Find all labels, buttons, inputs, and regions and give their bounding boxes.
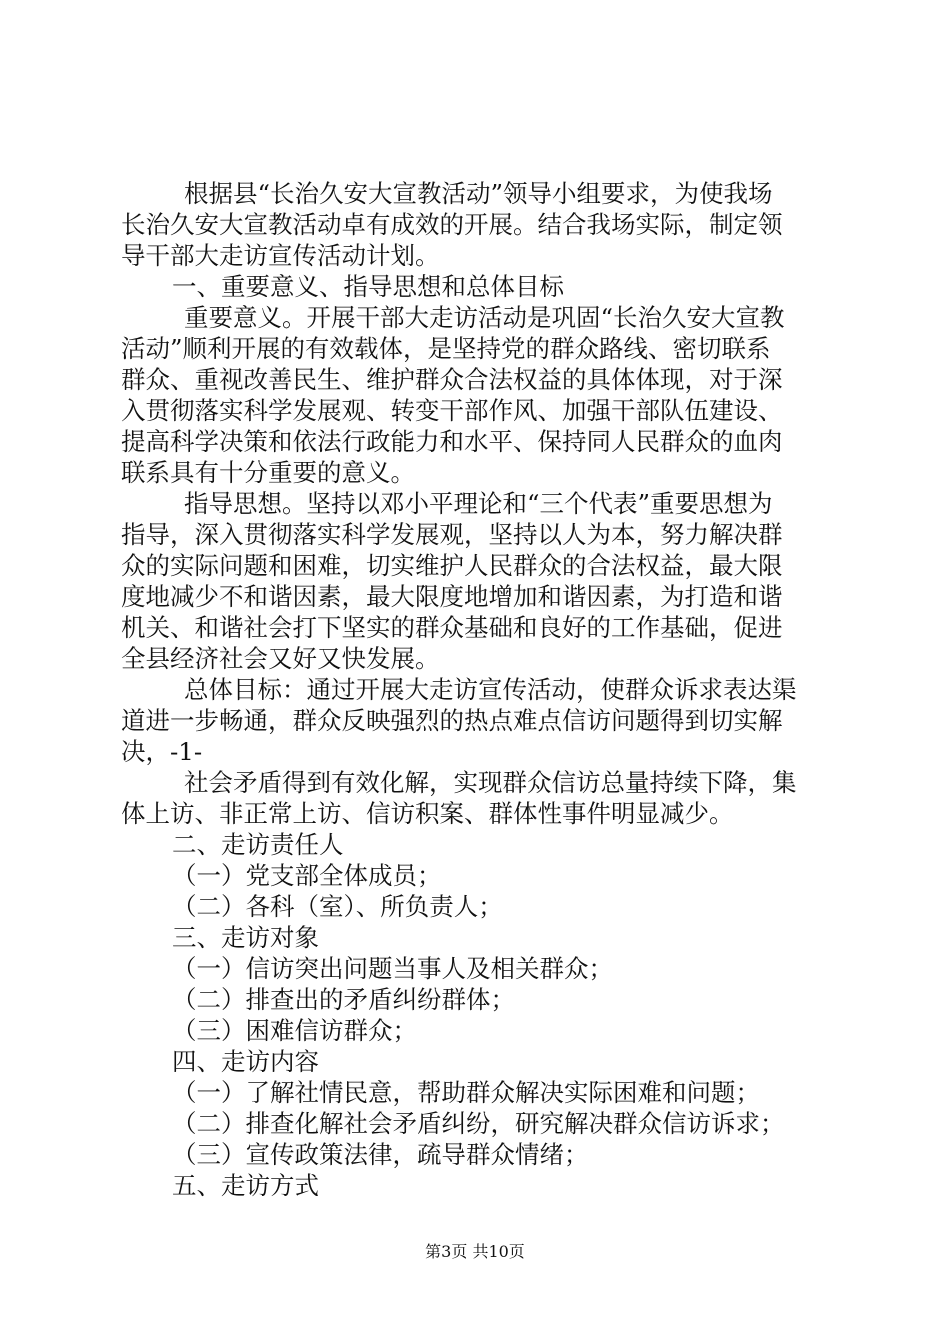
text-line: 体上访、非正常上访、信访积案、群体性事件明显减少。 bbox=[121, 799, 734, 828]
list-item: （二）排查出的矛盾纠纷群体； bbox=[172, 985, 515, 1014]
section-heading: 三、走访对象 bbox=[172, 923, 319, 952]
section-heading: 四、走访内容 bbox=[172, 1047, 319, 1076]
text-line: 重要意义。开展干部大走访活动是巩固“长治久安大宣教 bbox=[184, 303, 785, 332]
list-item: （二）排查化解社会矛盾纠纷，研究解决群众信访诉求； bbox=[172, 1109, 785, 1138]
text-line: 决，-1- bbox=[121, 737, 203, 766]
text-line: 指导，深入贯彻落实科学发展观，坚持以人为本，努力解决群 bbox=[121, 520, 783, 549]
text-line: 总体目标：通过开展大走访宣传活动，使群众诉求表达渠 bbox=[184, 675, 797, 704]
text-line: 指导思想。坚持以邓小平理论和“三个代表”重要思想为 bbox=[184, 489, 773, 518]
text-line: 社会矛盾得到有效化解，实现群众信访总量持续下降，集 bbox=[184, 768, 797, 797]
text-line: 度地减少不和谐因素，最大限度地增加和谐因素，为打造和谐 bbox=[121, 582, 783, 611]
text-line: 提高科学决策和依法行政能力和水平、保持同人民群众的血肉 bbox=[121, 427, 783, 456]
text-line: 长治久安大宣教活动卓有成效的开展。结合我场实际，制定领 bbox=[121, 210, 783, 239]
list-item: （三）困难信访群众； bbox=[172, 1016, 417, 1045]
section-heading: 二、走访责任人 bbox=[172, 830, 344, 859]
section-heading: 一、重要意义、指导思想和总体目标 bbox=[172, 272, 564, 301]
list-item: （二）各科（室）、所负责人； bbox=[172, 892, 503, 921]
text-line: 导干部大走访宣传活动计划。 bbox=[121, 241, 440, 270]
text-line: 群众、重视改善民生、维护群众合法权益的具体体现，对于深 bbox=[121, 365, 783, 394]
list-item: （三）宣传政策法律，疏导群众情绪； bbox=[172, 1140, 589, 1169]
text-line: 联系具有十分重要的意义。 bbox=[121, 458, 415, 487]
list-item: （一）了解社情民意，帮助群众解决实际困难和问题； bbox=[172, 1078, 760, 1107]
list-item: （一）信访突出问题当事人及相关群众； bbox=[172, 954, 613, 983]
page-number-footer: 第3页 共10页 bbox=[425, 1242, 525, 1261]
text-line: 活动”顺利开展的有效载体，是坚持党的群众路线、密切联系 bbox=[121, 334, 771, 363]
text-line: 全县经济社会又好又快发展。 bbox=[121, 644, 440, 673]
text-line: 众的实际问题和困难，切实维护人民群众的合法权益，最大限 bbox=[121, 551, 783, 580]
text-line: 根据县“长治久安大宣教活动”领导小组要求，为使我场 bbox=[184, 179, 773, 208]
text-line: 入贯彻落实科学发展观、转变干部作风、加强干部队伍建设、 bbox=[121, 396, 783, 425]
list-item: （一）党支部全体成员； bbox=[172, 861, 442, 890]
section-heading: 五、走访方式 bbox=[172, 1171, 319, 1200]
text-line: 机关、和谐社会打下坚实的群众基础和良好的工作基础，促进 bbox=[121, 613, 783, 642]
text-line: 道进一步畅通，群众反映强烈的热点难点信访问题得到切实解 bbox=[121, 706, 783, 735]
